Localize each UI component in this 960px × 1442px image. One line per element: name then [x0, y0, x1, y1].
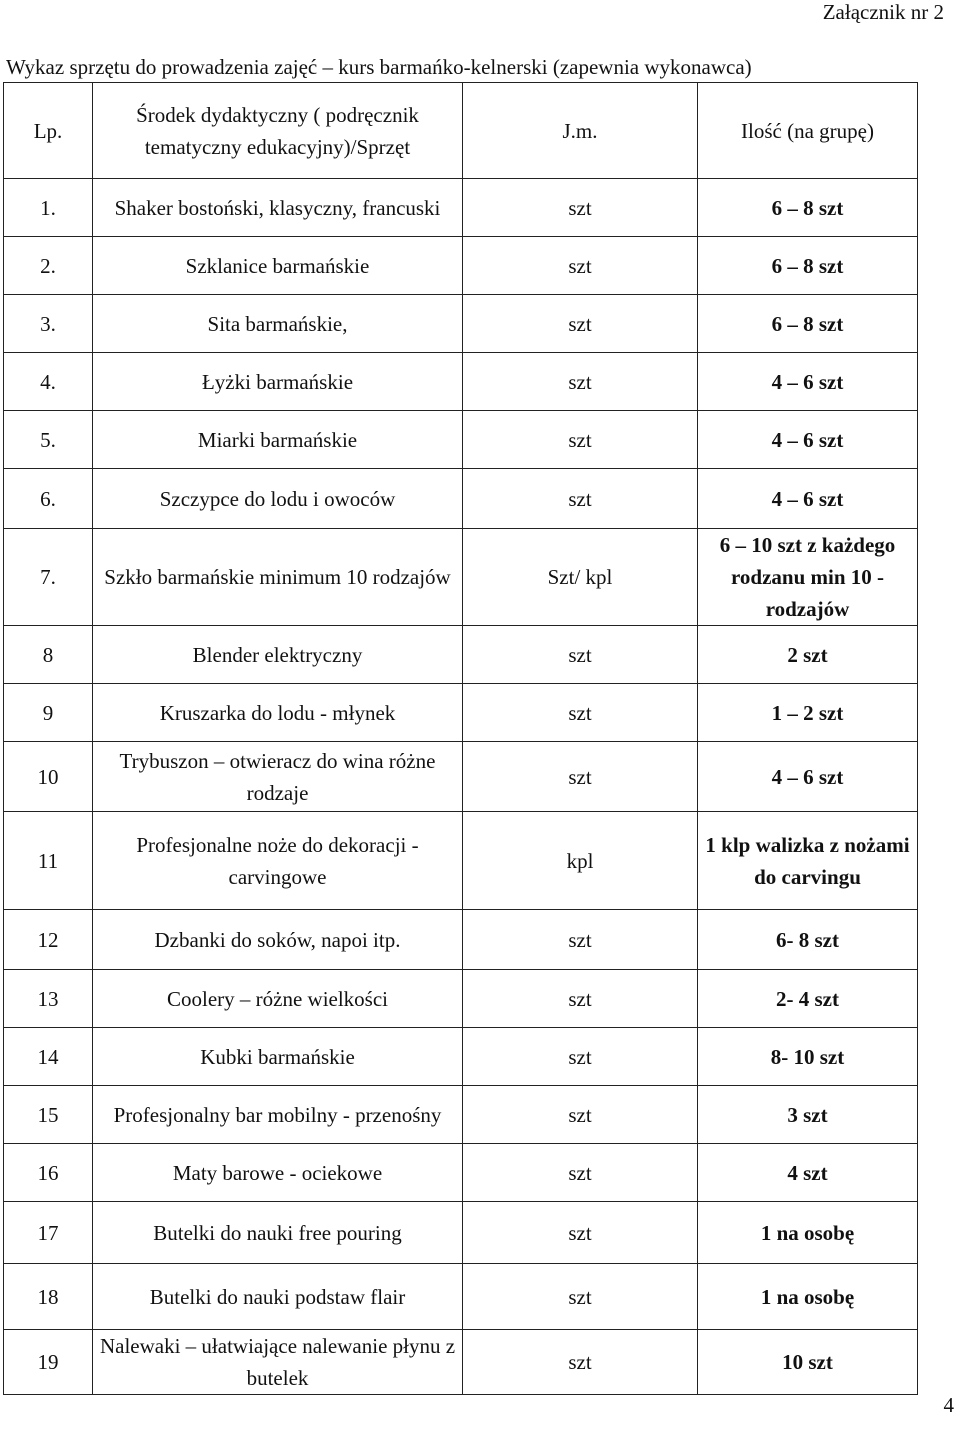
row-unit: szt	[463, 1202, 698, 1264]
row-qty: 8- 10 szt	[698, 1028, 918, 1086]
row-qty: 2 szt	[698, 626, 918, 684]
row-qty: 10 szt	[698, 1330, 918, 1395]
table-row	[4, 1086, 918, 1144]
row-lp: 11	[4, 812, 93, 910]
table-row	[4, 910, 918, 970]
document-heading: Wykaz sprzętu do prowadzenia zajęć – kurs barmańko-kelnerski (zapewnia wykonawca)	[6, 55, 752, 79]
header-item: Środek dydaktyczny ( podręcznik tematyczny edukacyjny)/Sprzęt	[93, 83, 463, 179]
table-row	[4, 469, 918, 529]
table-row	[4, 742, 918, 812]
table-row	[4, 1144, 918, 1202]
row-unit: szt	[463, 353, 698, 411]
row-lp: 18	[4, 1264, 93, 1330]
row-item: Miarki barmańskie	[93, 411, 463, 469]
row-lp: 9	[4, 684, 93, 742]
row-unit: szt	[463, 970, 698, 1028]
row-qty: 6- 8 szt	[698, 910, 918, 970]
row-item: Szkło barmańskie minimum 10 rodzajów	[93, 529, 463, 626]
row-item: Profesjonalny bar mobilny - przenośny	[93, 1086, 463, 1144]
row-lp: 15	[4, 1086, 93, 1144]
row-item: Szklanice barmańskie	[93, 237, 463, 295]
row-qty: 1 – 2 szt	[698, 684, 918, 742]
annex-label: Załącznik nr 2	[822, 0, 944, 24]
row-item: Butelki do nauki podstaw flair	[93, 1264, 463, 1330]
table-row	[4, 411, 918, 469]
row-lp: 3.	[4, 295, 93, 353]
row-lp: 2.	[4, 237, 93, 295]
row-lp: 6.	[4, 469, 93, 529]
header-qty: Ilość (na grupę)	[698, 83, 918, 179]
row-item: Maty barowe - ociekowe	[93, 1144, 463, 1202]
row-item: Łyżki barmańskie	[93, 353, 463, 411]
row-lp: 8	[4, 626, 93, 684]
row-item: Shaker bostoński, klasyczny, francuski	[93, 179, 463, 237]
row-qty: 4 – 6 szt	[698, 353, 918, 411]
row-qty: 4 szt	[698, 1144, 918, 1202]
row-unit: szt	[463, 742, 698, 812]
row-lp: 17	[4, 1202, 93, 1264]
header-lp: Lp.	[4, 83, 93, 179]
row-unit: szt	[463, 626, 698, 684]
row-unit: szt	[463, 1330, 698, 1395]
table-row	[4, 970, 918, 1028]
row-qty: 1 klp walizka z nożami do carvingu	[698, 812, 918, 910]
table-header-row	[4, 83, 918, 179]
row-lp: 13	[4, 970, 93, 1028]
row-lp: 1.	[4, 179, 93, 237]
row-unit: szt	[463, 295, 698, 353]
row-qty: 4 – 6 szt	[698, 469, 918, 529]
row-qty: 1 na osobę	[698, 1202, 918, 1264]
header-unit: J.m.	[463, 83, 698, 179]
table-row	[4, 1264, 918, 1330]
table-row	[4, 1202, 918, 1264]
row-unit: szt	[463, 1264, 698, 1330]
row-unit: szt	[463, 179, 698, 237]
row-qty: 3 szt	[698, 1086, 918, 1144]
row-qty: 4 – 6 szt	[698, 411, 918, 469]
row-lp: 14	[4, 1028, 93, 1086]
row-lp: 4.	[4, 353, 93, 411]
table-row	[4, 295, 918, 353]
row-unit: szt	[463, 469, 698, 529]
row-unit: szt	[463, 1086, 698, 1144]
row-qty: 2- 4 szt	[698, 970, 918, 1028]
row-lp: 19	[4, 1330, 93, 1395]
table-row	[4, 529, 918, 626]
row-item: Trybuszon – otwieracz do wina różne rodzaje	[93, 742, 463, 812]
table-row	[4, 237, 918, 295]
table-row	[4, 353, 918, 411]
table-row	[4, 812, 918, 910]
page-number: 4	[943, 1393, 954, 1417]
row-unit: szt	[463, 1028, 698, 1086]
row-qty: 4 – 6 szt	[698, 742, 918, 812]
row-unit: Szt/ kpl	[463, 529, 698, 626]
row-item: Dzbanki do soków, napoi itp.	[93, 910, 463, 970]
row-qty: 6 – 8 szt	[698, 237, 918, 295]
row-item: Nalewaki – ułatwiające nalewanie płynu z butelek	[93, 1330, 463, 1395]
row-unit: szt	[463, 910, 698, 970]
row-item: Coolery – różne wielkości	[93, 970, 463, 1028]
row-lp: 5.	[4, 411, 93, 469]
row-item: Kubki barmańskie	[93, 1028, 463, 1086]
row-item: Profesjonalne noże do dekoracji - carvingowe	[93, 812, 463, 910]
row-unit: kpl	[463, 812, 698, 910]
row-item: Sita barmańskie,	[93, 295, 463, 353]
row-unit: szt	[463, 411, 698, 469]
table-row	[4, 1330, 918, 1395]
row-unit: szt	[463, 1144, 698, 1202]
row-unit: szt	[463, 684, 698, 742]
row-item: Kruszarka do lodu - młynek	[93, 684, 463, 742]
row-qty: 6 – 8 szt	[698, 295, 918, 353]
table-row	[4, 179, 918, 237]
row-lp: 7.	[4, 529, 93, 626]
table-row	[4, 1028, 918, 1086]
row-lp: 10	[4, 742, 93, 812]
table-row	[4, 684, 918, 742]
equipment-table	[3, 82, 918, 1395]
row-item: Butelki do nauki free pouring	[93, 1202, 463, 1264]
row-qty: 1 na osobę	[698, 1264, 918, 1330]
row-qty: 6 – 8 szt	[698, 179, 918, 237]
row-unit: szt	[463, 237, 698, 295]
row-qty: 6 – 10 szt z każdego rodzanu min 10 - rodzajów	[698, 529, 918, 626]
row-lp: 12	[4, 910, 93, 970]
row-item: Szczypce do lodu i owoców	[93, 469, 463, 529]
table-row	[4, 626, 918, 684]
row-lp: 16	[4, 1144, 93, 1202]
row-item: Blender elektryczny	[93, 626, 463, 684]
